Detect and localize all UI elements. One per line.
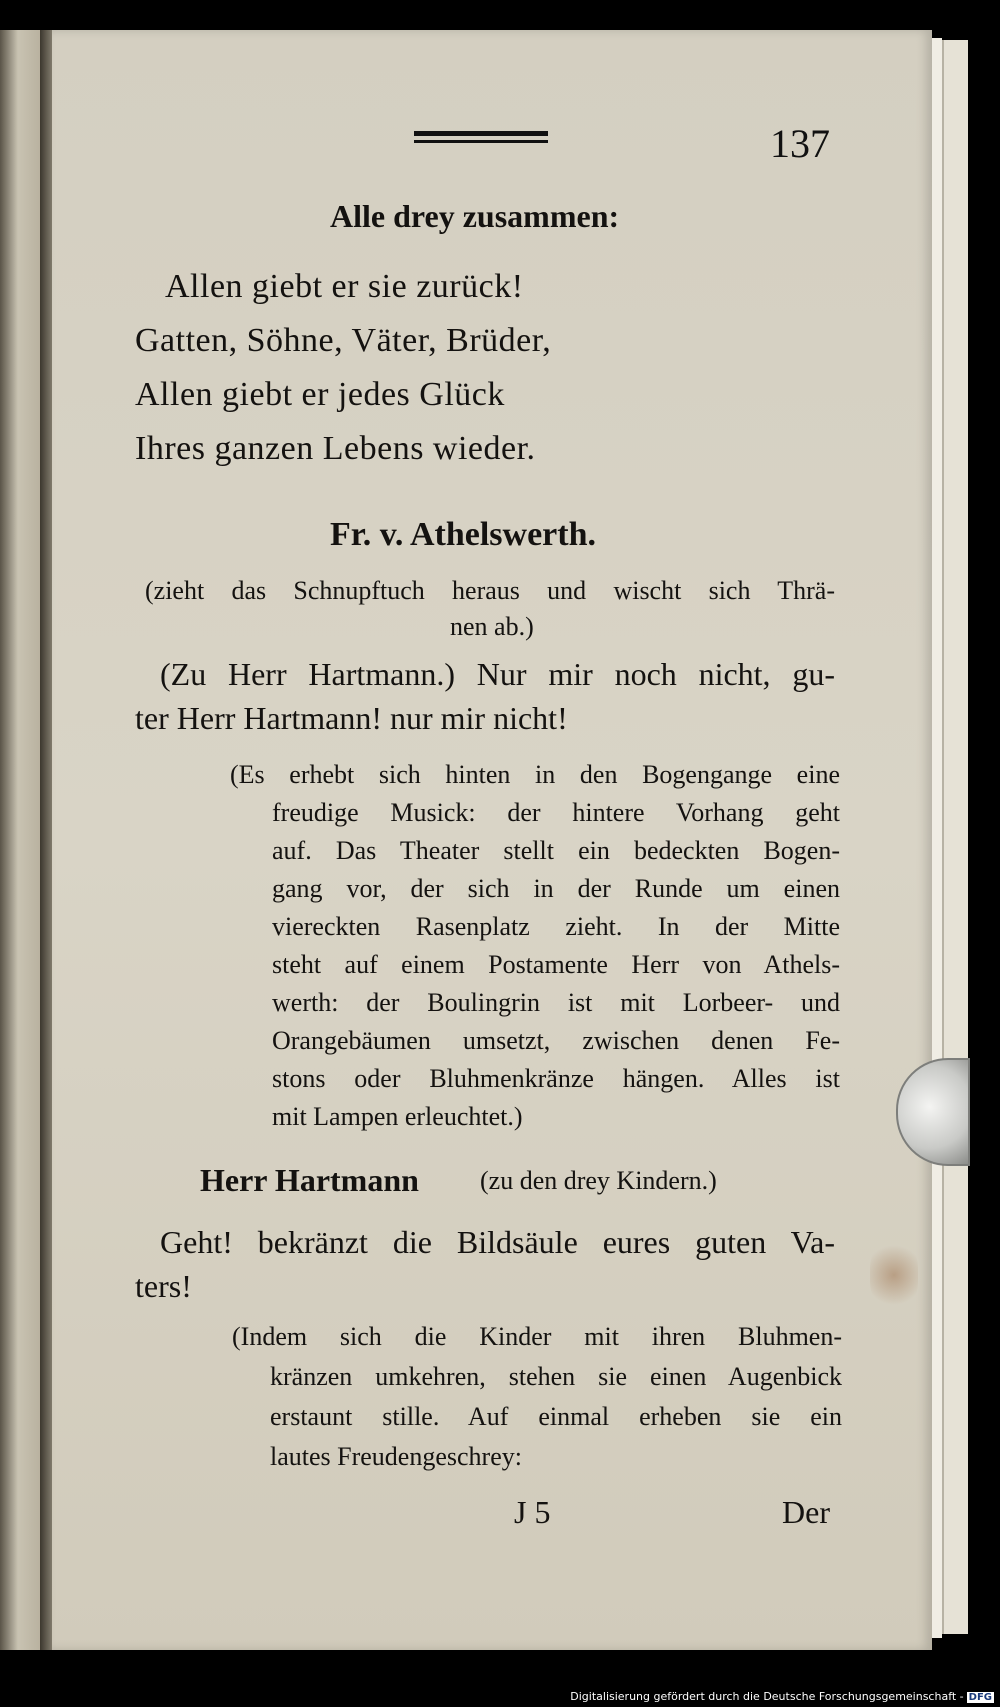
stage-direction-2-line-7: werth: der Boulingrin ist mit Lorbeer- und — [272, 988, 840, 1017]
stage-direction-3-line-4: lautes Freudengeschrey: — [270, 1442, 522, 1471]
stage-direction-2-line-6: steht auf einem Postamente Herr von Athels- — [272, 950, 840, 979]
stage-direction-3-line-3: erstaunt stille. Auf einmal erheben sie ein — [270, 1402, 842, 1431]
stage-direction-2-line-8: Orangebäumen umsetzt, zwischen denen Fe- — [272, 1026, 840, 1055]
heading-all-together: Alle drey zusammen: — [330, 198, 620, 234]
foxing-stain — [870, 1240, 918, 1310]
stage-direction-2-line-1: (Es erhebt sich hinten in den Bogengange eine — [230, 760, 840, 789]
catchword: Der — [782, 1494, 830, 1530]
header-rule-thin — [414, 140, 548, 143]
stage-direction-2-line-2: freudige Musick: der hintere Vorhang geht — [272, 798, 840, 827]
verse-line-4: Ihres ganzen Lebens wieder. — [135, 430, 536, 467]
speech-1-line-1: (Zu Herr Hartmann.) Nur mir noch nicht, gu- — [160, 656, 835, 692]
credit-text: Digitalisierung gefördert durch die Deutsche Forschungsgemeinschaft - — [570, 1690, 964, 1703]
speaker-hartmann: Herr Hartmann — [200, 1162, 419, 1198]
stage-direction-3-line-1: (Indem sich die Kinder mit ihren Bluhmen- — [232, 1322, 842, 1351]
page-fore-edge — [932, 38, 942, 1638]
stage-direction-3-line-2: kränzen umkehren, stehen sie einen Augenbick — [270, 1362, 842, 1391]
stage-direction-1-line-1: (zieht das Schnupftuch heraus und wischt sich Thrä- — [145, 576, 835, 605]
speaker-athelswerth: Fr. v. Athelswerth. — [330, 516, 597, 553]
stage-direction-2-line-10: mit Lampen erleuchtet.) — [272, 1102, 523, 1131]
dfg-logo: DFG — [968, 1692, 992, 1703]
verse-line-1: Allen giebt er sie zurück! — [165, 268, 524, 305]
page-number: 137 — [770, 121, 830, 166]
speech-2-line-1: Geht! bekränzt die Bildsäule eures guten Va- — [160, 1224, 835, 1260]
stage-direction-1-line-2: nen ab.) — [450, 612, 534, 641]
verse-line-3: Allen giebt er jedes Glück — [135, 376, 505, 413]
verse-line-2: Gatten, Söhne, Väter, Brüder, — [135, 322, 552, 359]
header-rule-thick — [414, 131, 548, 136]
stage-direction-2-line-4: gang vor, der sich in der Runde um einen — [272, 874, 840, 903]
speaker-hartmann-direction: (zu den drey Kindern.) — [480, 1166, 717, 1195]
stage-direction-2-line-9: stons oder Bluhmenkränze hängen. Alles ist — [272, 1064, 840, 1093]
previous-page-edge — [0, 30, 40, 1650]
page-stack-edge — [942, 40, 968, 1634]
signature-mark: J 5 — [514, 1494, 551, 1530]
speech-2-line-2: ters! — [135, 1268, 192, 1304]
speech-1-line-2: ter Herr Hartmann! nur mir nicht! — [135, 700, 568, 736]
stage-direction-2-line-3: auf. Das Theater stellt ein bedeckten Bogen- — [272, 836, 840, 865]
stage-direction-2-line-5: viereckten Rasenplatz zieht. In der Mitte — [272, 912, 840, 941]
digitization-credit — [570, 1690, 994, 1703]
